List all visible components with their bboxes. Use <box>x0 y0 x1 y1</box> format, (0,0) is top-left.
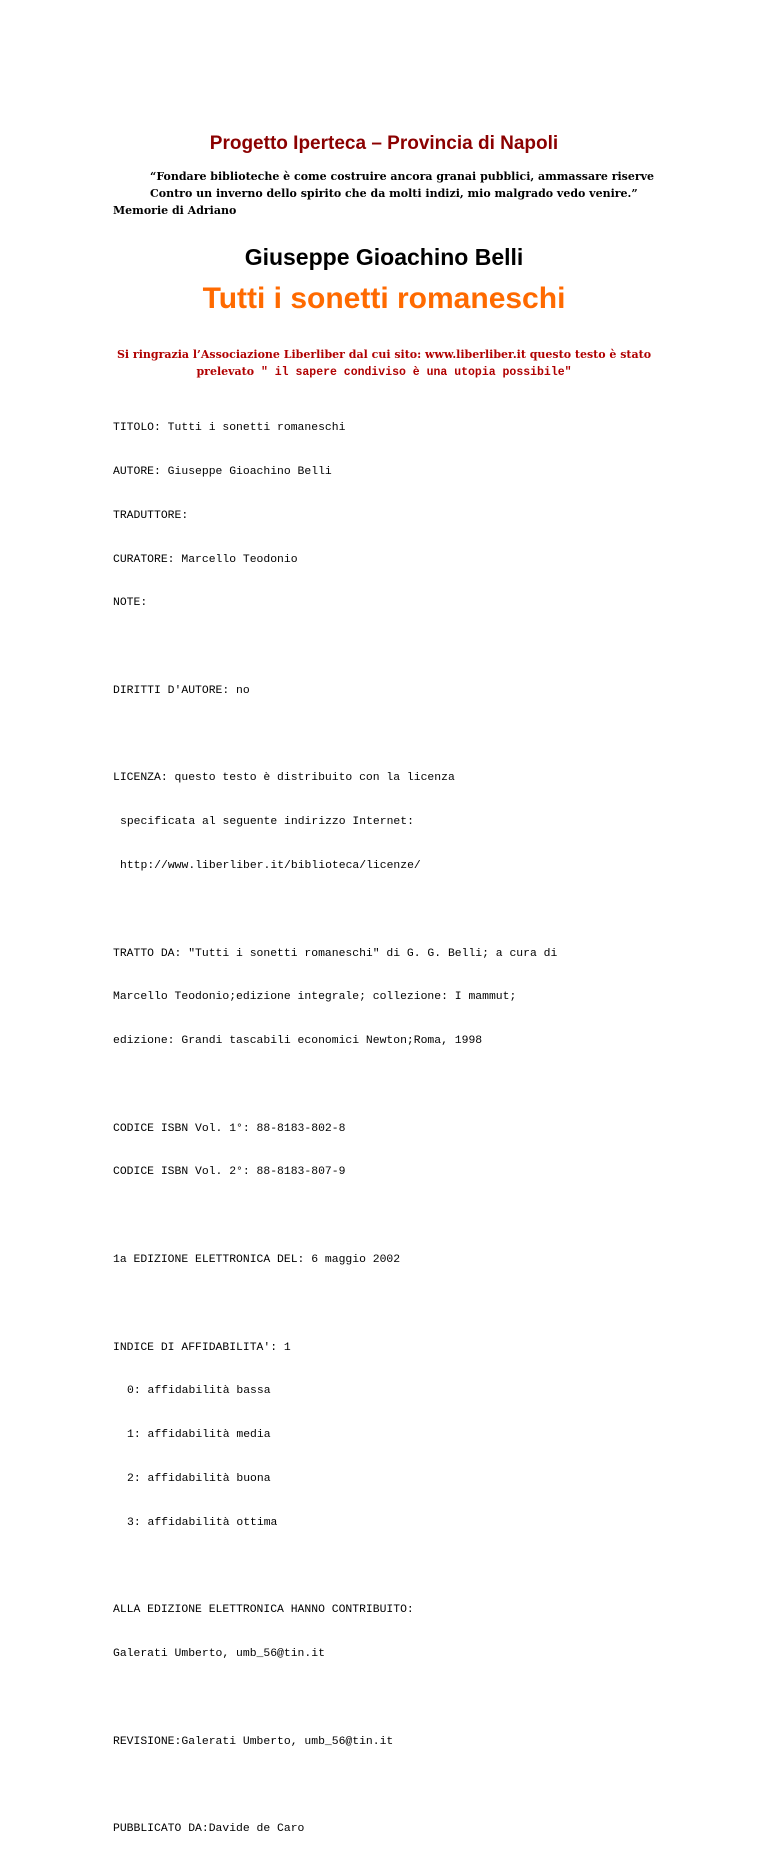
acknowledgement-prefix: prelevato <box>196 365 255 378</box>
acknowledgement-line: Si ringrazia l’Associazione Liberliber dal cui sito: www.liberliber.it questo testo è stato <box>116 348 652 361</box>
meta-tratto: Marcello Teodonio;edizione integrale; collezione: I mammut; <box>113 991 517 1004</box>
meta-tratto: TRATTO DA: "Tutti i sonetti romaneschi" di G. G. Belli; a cura di <box>113 947 558 960</box>
acknowledgement <box>113 346 655 381</box>
quote-line: “Fondare biblioteche è come costruire ancora granai pubblici, ammassare riserve <box>150 170 655 183</box>
meta-diritti: DIRITTI D'AUTORE: no <box>113 684 250 697</box>
meta-edizione: 1a EDIZIONE ELETTRONICA DEL: 6 maggio 2002 <box>113 1254 401 1267</box>
meta-indice-title: INDICE DI AFFIDABILITA': 1 <box>113 1341 291 1354</box>
meta-traduttore: TRADUTTORE: <box>113 509 189 522</box>
metadata-block <box>113 392 713 1866</box>
meta-contributi-title: ALLA EDIZIONE ELETTRONICA HANNO CONTRIBUITO: <box>113 1604 414 1617</box>
meta-titolo: TITOLO: Tutti i sonetti romaneschi <box>113 422 346 435</box>
meta-isbn: CODICE ISBN Vol. 1°: 88-8183-802-8 <box>113 1122 346 1135</box>
meta-isbn: CODICE ISBN Vol. 2°: 88-8183-807-9 <box>113 1166 346 1179</box>
meta-autore: AUTORE: Giuseppe Gioachino Belli <box>113 465 332 478</box>
project-title: Progetto Iperteca – Provincia di Napoli <box>209 133 559 154</box>
meta-contributi-name: Galerati Umberto, umb_56@tin.it <box>113 1648 325 1661</box>
acknowledgement-motto: " il sapere condiviso è una utopia possibile" <box>254 366 572 379</box>
book-author: Giuseppe Gioachino Belli <box>244 244 524 270</box>
quote-source: Memorie di Adriano <box>113 204 237 217</box>
meta-tratto: edizione: Grandi tascabili economici Newton;Roma, 1998 <box>113 1035 483 1048</box>
meta-licenza: specificata al seguente indirizzo Internet: <box>120 816 414 829</box>
meta-licenza-url: http://www.liberliber.it/biblioteca/licenze/ <box>120 860 421 872</box>
meta-note: NOTE: <box>113 597 148 610</box>
meta-indice-item: 3: affidabilità ottima <box>127 1516 278 1529</box>
meta-revisione: REVISIONE:Galerati Umberto, umb_56@tin.it <box>113 1735 394 1748</box>
quote-line: Contro un inverno dello spirito che da molti indizi, mio malgrado vedo venire.” <box>150 187 638 200</box>
meta-licenza: LICENZA: questo testo è distribuito con la licenza <box>113 772 455 785</box>
epigraph-quote <box>113 168 673 219</box>
meta-indice-item: 2: affidabilità buona <box>127 1472 271 1485</box>
meta-pubblicato: PUBBLICATO DA:Davide de Caro <box>113 1823 305 1836</box>
meta-indice-item: 0: affidabilità bassa <box>127 1385 271 1398</box>
book-title: Tutti i sonetti romaneschi <box>202 282 566 315</box>
meta-curatore: CURATORE: Marcello Teodonio <box>113 553 298 566</box>
meta-indice-item: 1: affidabilità media <box>127 1429 271 1442</box>
